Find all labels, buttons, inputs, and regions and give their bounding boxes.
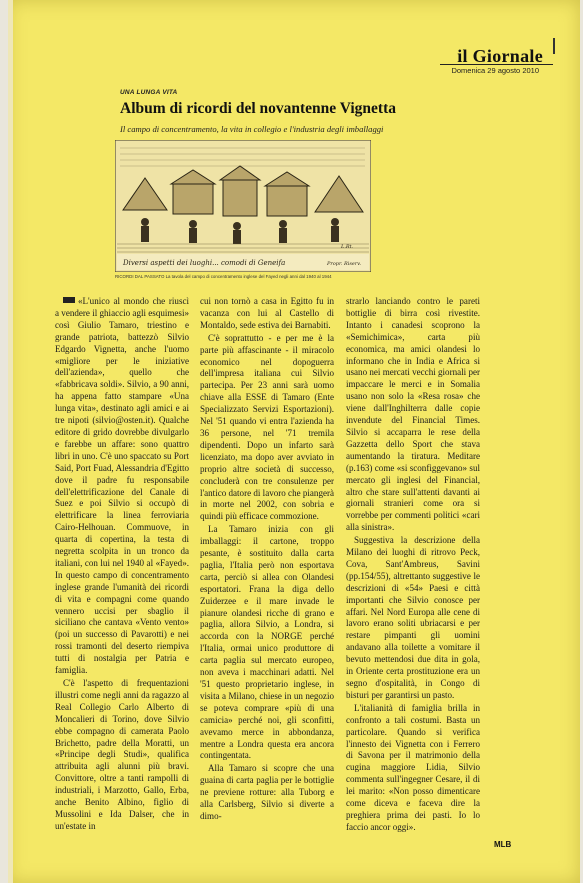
column-3-paragraph-1: strarlo lanciando contro le pareti bottiglie di birra così rivestite. Intanto i canadesi scoprono la «Semichimica», carta più economica, ma amici olandesi lo informano che in India e Africa si usano nei mercati vecchi giornali per impaccare le merci e in Somalia usano non solo la «Resa rosa» che viene dall'Inghilterra dalle copie invendute del Financial Times. Silvio si accaparra le rese della Gazzetta dello Sport che stava aumentando la tiratura. Meditare (p.163) come «si sconfiggevano» sul mercato gli inglesi del Financial, altro che stare sull'attenti davanti ai giornali stranieri come ora si vorrebbe per commenti politici «cari alla sinistra».: [346, 296, 480, 533]
illustration-signature: Propr. Riserv.: [327, 261, 362, 267]
illustration-initials: L.Rt.: [341, 244, 354, 250]
column-1-paragraph-1: «L'unico al mondo che riuscì a vendere il ghiaccio agli esquimesi» così Giulio Tamaro, triestino e grande patriota, battezzò Silvio Edgardo Vignetta, anche l'uomo «migliore per le iniziative dell'azienda», quello che «fabbricava soldi». Silvio, a 90 anni, ha appena fatto stampare «Una lunga vita», destinato agli amici e ai tre nipoti (silvio@osten.it). Qualche editore di grido dovrebbe divulgarlo e farebbe un affare: sono quattro libri in uno. C'è uno spaccato su Port Said, Port Fuad, Alessandria d'Egitto dove il padre fu responsabile dell'elettrificazione del Canale di Suez e poi Silvio si occupò di elettrificare la linea ferroviaria Cairo-Helhouan. Commuove, in quarta di copertina, la testa di negretta scolpita in un tronco da italiani, con lui nel 1940 al «Fayed». In questo campo di concentramento inglese grande l'umanità dei ricordi di vita e compagni come quando vennero uccisi per sbaglio il siciliano che cantava «Vento vento» (poi un successo di Pavarotti) e nei rossi tramonti del deserto riempiva tutti di nostalgia per Patria e famiglia.: [55, 296, 189, 676]
page-edge-mark: [553, 38, 555, 54]
article-subheadline: Il campo di concentramento, la vita in collegio e l'industria degli imballaggi: [120, 124, 384, 134]
column-2-paragraph-3: La Tamaro inizia con gli imballaggi: il cartone, troppo pesante, è sostituito dalla carta paglia, l'Italia però non esportava carta, perciò si allea con Olandesi esportatori. Frana la diga dello Zuiderzee e il mare invade le pianure olandesi ricche di grano e paglia, allora Silvio, a Londra, si accorda con la NORGE perché l'Italia, ormai unico produttore di carta paglia sul mercato europeo, non aveva i macchinari adatti. Nel '51 questo proprietario inglese, in visita a Milano, chiese in un negozio se poteva comprare «più di una camicia» perché noi, gli sconfitti, avevamo merce in abbondanza, mentre a Londra questa era ancora contingentata.: [200, 524, 334, 761]
masthead-rule: [440, 64, 553, 65]
publication-date: Domenica 29 agosto 2010: [451, 66, 539, 75]
author-signature: MLB: [494, 840, 512, 849]
article-column-1: [55, 296, 189, 833]
article-kicker: UNA LUNGA VITA: [120, 89, 178, 96]
article-illustration: [115, 140, 371, 272]
column-2-paragraph-2: C'è soprattutto - e per me è la parte più affascinante - il miracolo economico nel dopoguerra dell'impresa italiana cui Silvio partecipa. Per 23 anni sarà uomo chiave alla ESSE di Tamaro (Ente Specializzato Servizi Esportazioni). Nel '51 quando vi entra l'azienda ha 36 persone, nel '71 tremila dipendenti. Dopo un infarto sarà licenziato, ma dopo aver avviato in proprio altre società di successo, concluderà con tre consulenze per l'antico datore di lavoro che piangerà in morte nel 2002, con sobria e quindi più efficace commozione.: [200, 332, 335, 522]
column-2-paragraph-1: cui non tornò a casa in Egitto fu in vacanza con lui al Castello di Montaldo, sede estiva dei Barnabiti.: [200, 296, 334, 330]
newspaper-masthead: il Giornale: [457, 46, 543, 66]
column-3-paragraph-2: Suggestiva la descrizione della Milano dei luoghi di ritrovo Peck, Cova, Sant'Ambreus, Savini (pp.154/55), altrettanto suggestive le descrizioni di «54» Paesi e città importanti che Silvio conosce per affari. Nel Nord Europa alle cene di lavoro erano soliti ubriacarsi e per restare pimpanti gli uomini andavano alla toilette a vomitare il bevuto mettendosi due dita in gola, in Oriente certa prostituzione era un segno d'ospitalità, in Congo di bisturi per garantirsi un pasto.: [346, 535, 480, 700]
article-headline: Album di ricordi del novantenne Vignetta: [120, 100, 397, 117]
column-1-paragraph-2: C'è l'aspetto di frequentazioni illustri come negli anni da ragazzo al Real Collegio Carlo Alberto di Moncalieri di Torino, dove Silvio ebbe compagno di camerata Paolo Brichetto, padre della Moratti, un «Principe degli Studi», qualifica attribuita agli alunni più bravi. Convittore, oltre a tanti rampolli di industriali, i Marzotto, Gallo, Erba, anche Benito Albino, figlio di Mussolini e Ida Dalser, che in un'estate in: [55, 678, 189, 831]
illustration-caption: RICORDI DAL PASSATO La tavola del campo di concentramento inglese del Fayed negli anni dal 1940 al 1944: [115, 274, 332, 279]
column-3-paragraph-3: L'italianità di famiglia brilla in confronto a tali costumi. Basta un particolare. Quando si verifica l'innesto dei Vignetta con i Ferrero di Savona per il matrimonio della cugina maggiore Lidia, Silvio commenta sull'ingegner Cesare, il di lei marito: «Non posso dimenticare come diceva e faceva dire la preghiera prima dei pasti. Io lo faccio ancor oggi».: [346, 702, 480, 832]
illustration-handwriting: Diversi aspetti dei luoghi... comodi di Geneifa: [123, 259, 286, 267]
paragraph-bullet: [63, 297, 75, 303]
article-column-3: [346, 296, 480, 834]
article-column-2: [200, 296, 334, 823]
column-2-paragraph-4: Alla Tamaro si scopre che una guaina di carta paglia per le bottiglie ne previene rotture: alla Tuborg e alla Carlsberg, Silvio si diverte a dimo-: [200, 763, 334, 821]
